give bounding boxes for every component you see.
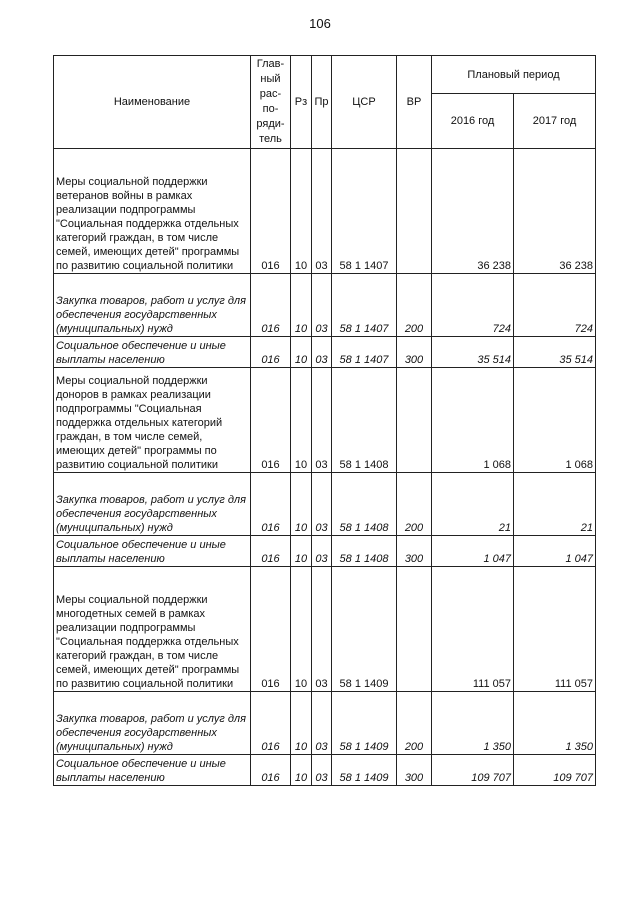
- cell-vr: 200: [397, 274, 432, 337]
- cell-csr: 58 1 1409: [332, 755, 397, 786]
- cell-2017: 1 047: [514, 536, 596, 567]
- cell-vr: 200: [397, 473, 432, 536]
- cell-chief-manager: 016: [251, 274, 291, 337]
- cell-2017: 36 238: [514, 149, 596, 274]
- cell-rz: 10: [291, 536, 312, 567]
- cell-chief-manager: 016: [251, 149, 291, 274]
- header-chief-manager: [251, 56, 291, 149]
- header-chief-line: Глав-: [256, 58, 285, 70]
- cell-name: Социальное обеспечение и иные выплаты населению: [54, 337, 251, 368]
- cell-csr: 58 1 1409: [332, 692, 397, 755]
- cell-rz: 10: [291, 755, 312, 786]
- table-row: [54, 567, 596, 692]
- cell-name: Социальное обеспечение и иные выплаты населению: [54, 755, 251, 786]
- cell-rz: 10: [291, 274, 312, 337]
- cell-2016: 1 047: [432, 536, 514, 567]
- table-row: [54, 149, 596, 274]
- table-row: [54, 274, 596, 337]
- cell-csr: 58 1 1407: [332, 337, 397, 368]
- cell-vr: [397, 149, 432, 274]
- cell-2016: 36 238: [432, 149, 514, 274]
- header-name: Наименование: [54, 56, 251, 149]
- cell-chief-manager: 016: [251, 337, 291, 368]
- cell-2017: 724: [514, 274, 596, 337]
- cell-pr: 03: [312, 755, 332, 786]
- cell-name: Закупка товаров, работ и услуг для обеспечения государственных (муниципальных) нужд: [54, 473, 251, 536]
- cell-vr: [397, 567, 432, 692]
- cell-pr: 03: [312, 337, 332, 368]
- cell-2017: 1 350: [514, 692, 596, 755]
- budget-table: [53, 55, 596, 786]
- cell-name: Закупка товаров, работ и услуг для обеспечения государственных (муниципальных) нужд: [54, 274, 251, 337]
- cell-csr: 58 1 1407: [332, 274, 397, 337]
- cell-pr: 03: [312, 274, 332, 337]
- table-row: [54, 337, 596, 368]
- cell-pr: 03: [312, 567, 332, 692]
- cell-csr: 58 1 1408: [332, 473, 397, 536]
- cell-csr: 58 1 1407: [332, 149, 397, 274]
- cell-name: Закупка товаров, работ и услуг для обеспечения государственных (муниципальных) нужд: [54, 692, 251, 755]
- cell-chief-manager: 016: [251, 567, 291, 692]
- cell-vr: [397, 368, 432, 473]
- cell-rz: 10: [291, 368, 312, 473]
- cell-name: Меры социальной поддержки многодетных семей в рамках реализации подпрограммы "Социальная поддержка отдельных категорий граждан, в том числе семей, имеющих детей" программы по развитию социальной политики: [54, 567, 251, 692]
- cell-csr: 58 1 1408: [332, 536, 397, 567]
- cell-pr: 03: [312, 692, 332, 755]
- cell-rz: 10: [291, 473, 312, 536]
- cell-2017: 21: [514, 473, 596, 536]
- cell-2017: 1 068: [514, 368, 596, 473]
- cell-rz: 10: [291, 337, 312, 368]
- cell-rz: 10: [291, 149, 312, 274]
- table-row: [54, 473, 596, 536]
- header-chief-line: по-: [262, 103, 279, 115]
- header-pr: Пр: [312, 56, 332, 149]
- header-chief-line: рас-: [259, 88, 282, 100]
- header-csr: ЦСР: [332, 56, 397, 149]
- cell-2016: 724: [432, 274, 514, 337]
- cell-pr: 03: [312, 149, 332, 274]
- cell-2016: 1 068: [432, 368, 514, 473]
- header-year-2017: 2017 год: [514, 94, 596, 149]
- cell-2017: 35 514: [514, 337, 596, 368]
- header-chief-line: ряди-: [256, 118, 285, 130]
- cell-vr: 300: [397, 337, 432, 368]
- header-chief-line: ный: [260, 73, 281, 85]
- page-number: 106: [309, 16, 331, 31]
- header-vr: ВР: [397, 56, 432, 149]
- header-rz: Рз: [291, 56, 312, 149]
- cell-vr: 200: [397, 692, 432, 755]
- cell-csr: 58 1 1408: [332, 368, 397, 473]
- cell-vr: 300: [397, 536, 432, 567]
- cell-chief-manager: 016: [251, 473, 291, 536]
- cell-2016: 111 057: [432, 567, 514, 692]
- cell-2016: 109 707: [432, 755, 514, 786]
- cell-pr: 03: [312, 368, 332, 473]
- cell-chief-manager: 016: [251, 368, 291, 473]
- header-chief-line: тель: [259, 133, 282, 145]
- cell-2016: 1 350: [432, 692, 514, 755]
- cell-chief-manager: 016: [251, 536, 291, 567]
- cell-name: Меры социальной поддержки ветеранов войны в рамках реализации подпрограммы "Социальная поддержка отдельных категорий граждан, в том числе семей, имеющих детей" программы по развитию социальной политики: [54, 149, 251, 274]
- cell-2016: 35 514: [432, 337, 514, 368]
- table-row: [54, 536, 596, 567]
- cell-name: Социальное обеспечение и иные выплаты населению: [54, 536, 251, 567]
- cell-2016: 21: [432, 473, 514, 536]
- header-planned-period: Плановый период: [432, 56, 596, 94]
- table-row: [54, 755, 596, 786]
- cell-pr: 03: [312, 536, 332, 567]
- cell-pr: 03: [312, 473, 332, 536]
- cell-2017: 111 057: [514, 567, 596, 692]
- cell-name: Меры социальной поддержки доноров в рамках реализации подпрограммы "Социальная поддержка отдельных категорий граждан, в том числе семей, имеющих детей" программы по развитию социальной политики: [54, 368, 251, 473]
- cell-rz: 10: [291, 692, 312, 755]
- cell-2017: 109 707: [514, 755, 596, 786]
- header-year-2016: 2016 год: [432, 94, 514, 149]
- cell-chief-manager: 016: [251, 755, 291, 786]
- cell-chief-manager: 016: [251, 692, 291, 755]
- table-row: [54, 368, 596, 473]
- cell-vr: 300: [397, 755, 432, 786]
- table-row: [54, 692, 596, 755]
- cell-csr: 58 1 1409: [332, 567, 397, 692]
- cell-rz: 10: [291, 567, 312, 692]
